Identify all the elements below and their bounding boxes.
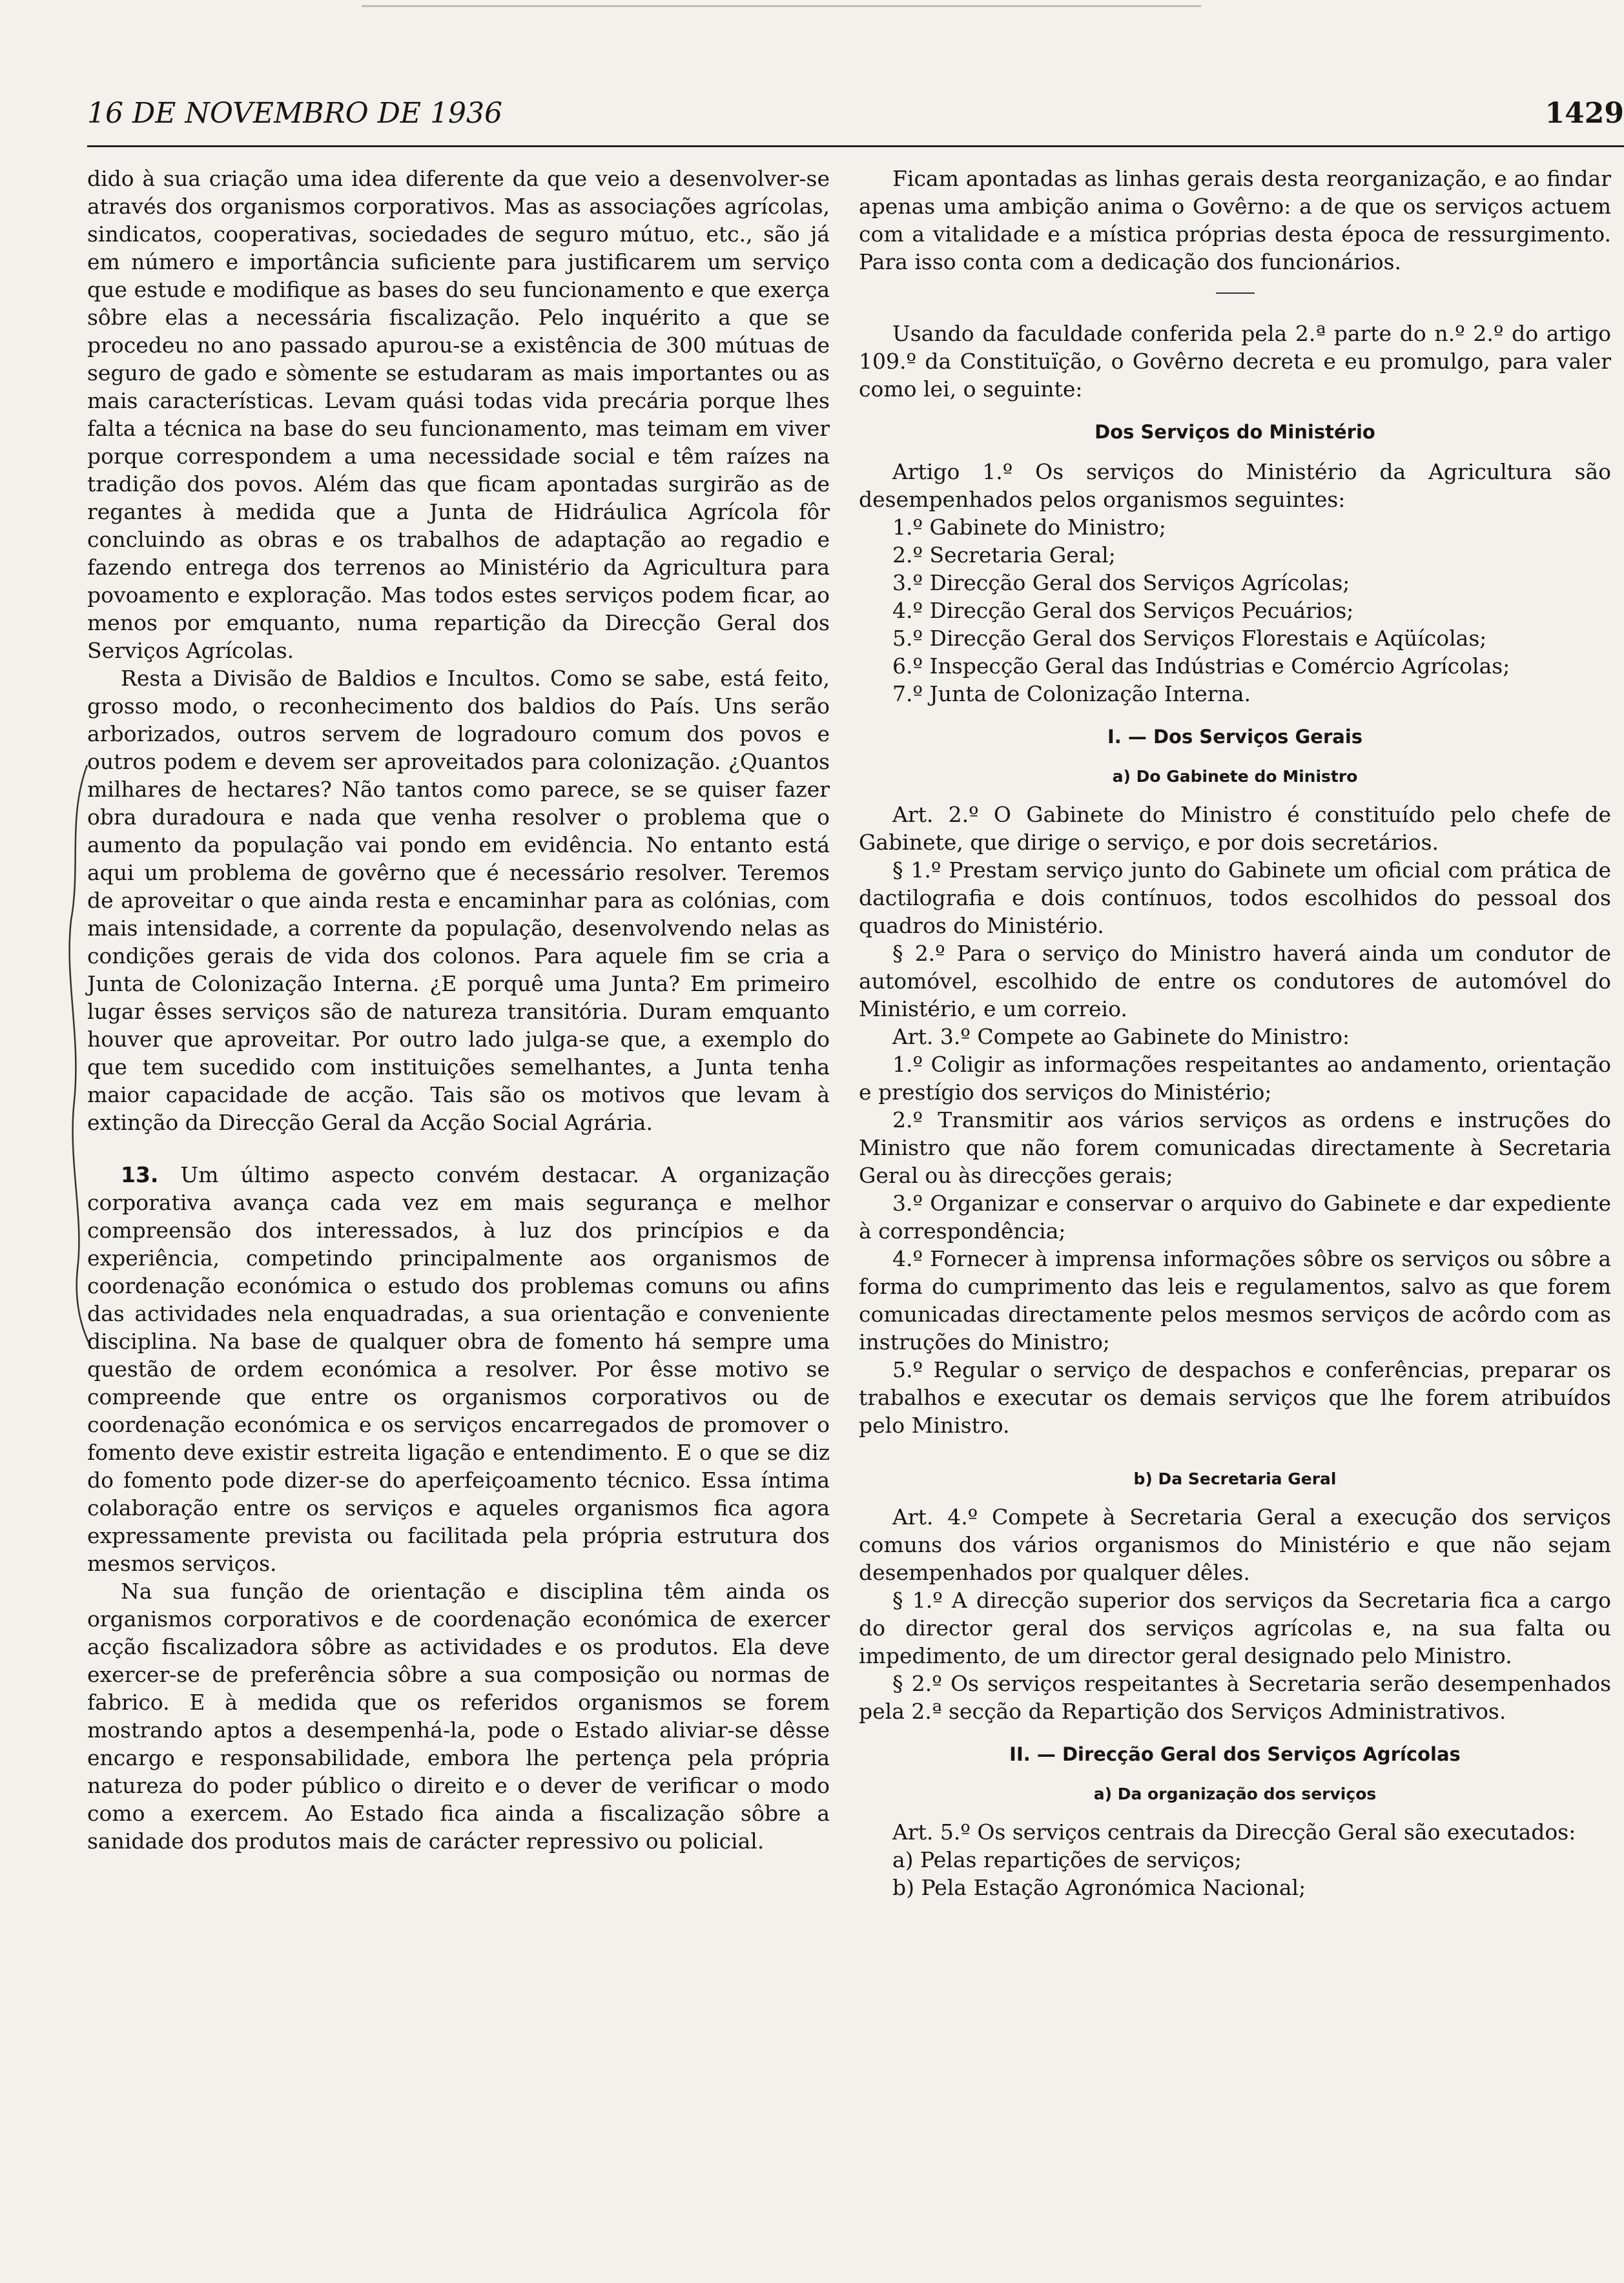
list-item: 7.º Junta de Colonização Interna.: [892, 681, 1251, 706]
heading-subsection-a: a) Do Gabinete do Ministro: [1112, 767, 1358, 786]
paragraph: dido à sua criação uma idea diferente da que veio a desenvolver-se através dos organismos corporativos. Mas as associações agrícolas, sindicatos, cooperativas, sociedades de seguro mútuo, etc., são já em número e importância suficiente para justificarem um serviço que estude e modifique as bases do seu funcionamento e que exerça sôbre elas a necessária fiscalização. Pelo inquérito a que se procedeu no ano passado apurou-se a existência de 300 mútuas de seguro de gado e sòmente se estudaram as mais importantes ou as mais características. Levam quási todas vida precária porque lhes falta a técnica na base do seu funcionamento, mas teimam em viver porque correspondem a uma necessidade social e têm raízes na tradição dos povos. Além das que ficam apontadas surgirão as de regantes à medida que a Junta de Hidráulica Agrícola fôr concluindo as obras e os trabalhos de adaptação ao regadio e fazendo entrega dos terrenos ao Ministério da Agricultura para povoamento e exploração. Mas todos estes serviços podem ficar, ao menos por emquanto, numa repartição da Direcção Geral dos Serviços Agrícolas.: [87, 166, 830, 663]
header-rule: [87, 145, 1624, 147]
heading-ministry: Dos Serviços do Ministério: [1095, 421, 1375, 443]
paragraph: Art. 5.º Os serviços centrais da Direcção Geral são executados:: [892, 1819, 1576, 1845]
heading-subsection-b: b) Da Secretaria Geral: [1133, 1469, 1337, 1488]
paragraph: Ficam apontadas as linhas gerais desta reorganização, e ao findar apenas uma ambição anima o Govêrno: a de que os serviços actuem com a vitalidade e a mística próprias desta época de ressurgimento. Para isso conta com a dedicação dos funcionários.: [859, 166, 1611, 274]
list-item: 2.º Transmitir aos vários serviços as ordens e instruções do Ministro que não forem comunicadas directamente à Secretaria Geral ou às direcções gerais;: [859, 1107, 1611, 1188]
list-item: 2.º Secretaria Geral;: [892, 542, 1116, 568]
list-item: 6.º Inspecção Geral das Indústrias e Comércio Agrícolas;: [892, 653, 1510, 679]
left-column: [87, 165, 830, 1855]
page-number: 1429: [1545, 97, 1624, 130]
paragraph: Artigo 1.º Os serviços do Ministério da Agricultura são desempenhados pelos organismos seguintes:: [859, 459, 1611, 512]
list-item: 4.º Direcção Geral dos Serviços Pecuários;: [892, 598, 1354, 623]
paragraph: Art. 2.º O Gabinete do Ministro é constituído pelo chefe de Gabinete, que dirige o serviço, e por dois secretários.: [859, 802, 1611, 855]
list-item: 4.º Fornecer à imprensa informações sôbre os serviços ou sôbre a forma do cumprimento das leis e regulamentos, salvo as que forem comunicadas directamente pelos mesmos serviços de acôrdo com as instruções do Ministro;: [859, 1246, 1611, 1355]
paragraph: Art. 4.º Compete à Secretaria Geral a execução dos serviços comuns dos vários organismos do Ministério e que não sejam desempenhados por qualquer dêles.: [859, 1504, 1611, 1585]
paragraph: [87, 1161, 830, 1577]
separator-dash: [1216, 292, 1255, 294]
list-item: 3.º Organizar e conservar o arquivo do Gabinete e dar expediente à correspondência;: [859, 1191, 1611, 1244]
list-item: 1.º Gabinete do Ministro;: [892, 515, 1166, 540]
heading-section-I: I. — Dos Serviços Gerais: [1107, 726, 1363, 748]
heading-subsection-IIa: a) Da organização dos serviços: [1093, 1785, 1377, 1803]
spacer: [87, 1136, 830, 1161]
section-number: 13.: [121, 1162, 159, 1187]
paragraph: Na sua função de orientação e disciplina têm ainda os organismos corporativos e de coordenação económica de exercer acção fiscalizadora sôbre as actividades e os produtos. Ela deve exercer-se de preferência sôbre a sua composição ou normas de fabrico. E à medida que os referidos organismos se forem mostrando aptos a desempenhá-la, pode o Estado aliviar-se dêsse encargo e responsabilidade, embora lhe pertença pela própria natureza do poder público o direito e o dever de verificar o modo como a exercem. Ao Estado fica ainda a fiscalização sôbre a sanidade dos produtos mais de carácter repressivo ou policial.: [87, 1579, 830, 1854]
list-item: 1.º Coligir as informações respeitantes ao andamento, orientação e prestígio dos serviços do Ministério;: [859, 1052, 1611, 1105]
header-date: 16 DE NOVEMBRO DE 1936: [87, 97, 502, 130]
page-header: [87, 97, 1624, 143]
paragraph: Art. 3.º Compete ao Gabinete do Ministro:: [892, 1024, 1350, 1049]
list-item: a) Pelas repartições de serviços;: [892, 1847, 1242, 1872]
list-item: b) Pela Estação Agronómica Nacional;: [892, 1875, 1306, 1900]
paragraph-text: Um último aspecto convém destacar. A organização corporativa avança cada vez em mais segurança e melhor compreensão dos interessados, à luz dos princípios e da experiência, competindo principalmente aos organismos de coordenação económica o estudo dos problemas comuns ou afins das actividades nela enquadradas, a sua orientação e conveniente disciplina. Na base de qualquer obra de fomento há sempre uma questão de ordem económica a resolver. Por êsse motivo se compreende que entre os organismos corporativos ou de coordenação económica e os serviços encarregados de promover o fomento deve existir estreita ligação e entendimento. E o que se diz do fomento pode dizer-se do aperfeiçoamento técnico. Essa íntima colaboração entre os serviços e aqueles organismos fica agora expressamente prevista ou facilitada pela própria estrutura dos mesmos serviços.: [87, 1162, 830, 1576]
paragraph: Usando da faculdade conferida pela 2.ª parte do n.º 2.º do artigo 109.º da Constituïção, o Govêrno decreta e eu promulgo, para valer como lei, o seguinte:: [859, 321, 1611, 402]
list-item: 5.º Direcção Geral dos Serviços Florestais e Aqüícolas;: [892, 626, 1487, 651]
scan-artifact-line: [362, 5, 1201, 7]
paragraph: § 1.º A direcção superior dos serviços da Secretaria fica a cargo do director geral dos serviços agrícolas e, na sua falta ou impedimento, de um director geral designado pelo Ministro.: [859, 1588, 1611, 1668]
paragraph: § 2.º Para o serviço do Ministro haverá ainda um condutor de automóvel, escolhido de entre os condutores de automóvel do Ministério, e um correio.: [859, 941, 1611, 1021]
right-column: [859, 165, 1611, 1901]
heading-section-II: II. — Direcção Geral dos Serviços Agrícolas: [1009, 1743, 1461, 1765]
list-item: 3.º Direcção Geral dos Serviços Agrícolas;: [892, 570, 1350, 595]
paragraph: § 2.º Os serviços respeitantes à Secretaria serão desempenhados pela 2.ª secção da Repartição dos Serviços Administrativos.: [859, 1671, 1611, 1724]
paragraph: Resta a Divisão de Baldios e Incultos. Como se sabe, está feito, grosso modo, o reconhecimento dos baldios do País. Uns serão arborizados, outros servem de logradouro comum dos povos e outros podem e devem ser aproveitados para colonização. ¿Quantos milhares de hectares? Não tantos como parece, se se quiser fazer obra duradoura e nada que venha resolver o problema que o aumento da população vai pondo em evidência. No entanto está aqui um problema de govêrno que é necessário resolver. Teremos de aproveitar o que ainda resta e encaminhar para as colónias, com mais intensidade, a corrente da população, desenvolvendo nelas as condições gerais de vida dos colonos. Para aquele fim se cria a Junta de Colonização Interna. ¿E porquê uma Junta? Em primeiro lugar êsses serviços são de natureza transitória. Duram emquanto houver que aproveitar. Por outro lado julga-se que, a exemplo do que tem sucedido com instituições semelhantes, a Junta tenha maior capacidade de acção. Tais são os motivos que levam à extinção da Direcção Geral da Acção Social Agrária.: [87, 666, 830, 1135]
list-item: 5.º Regular o serviço de despachos e conferências, preparar os trabalhos e executar os demais serviços que lhe forem atribuídos pelo Ministro.: [859, 1357, 1611, 1438]
paragraph: § 1.º Prestam serviço junto do Gabinete um oficial com prática de dactilografia e dois contínuos, todos escolhidos do pessoal dos quadros do Ministério.: [859, 857, 1611, 938]
